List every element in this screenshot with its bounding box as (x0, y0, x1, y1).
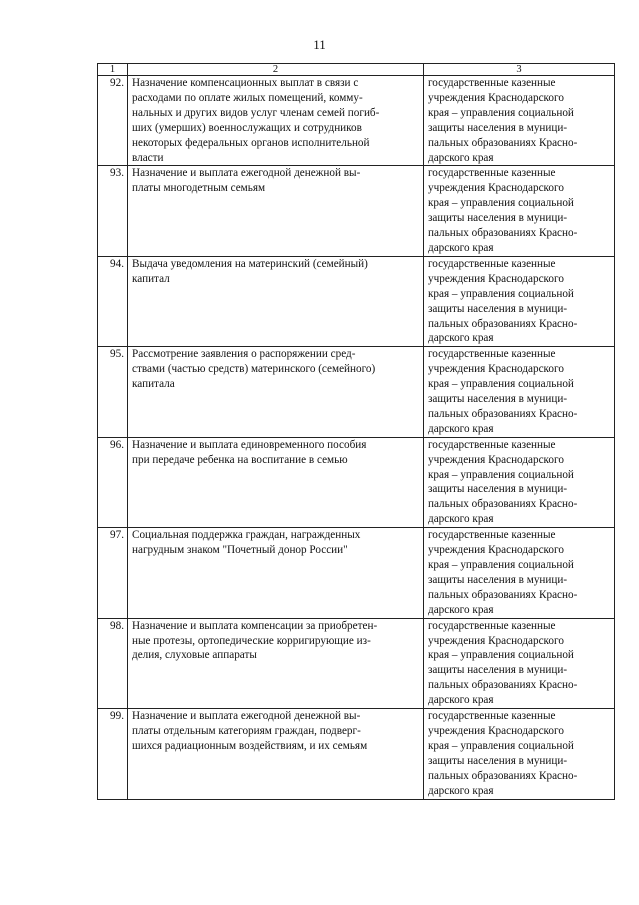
responsible-organization-line: защиты населения в муници- (428, 121, 568, 134)
service-description-line: капитал (132, 272, 170, 285)
service-description-line: ствами (частью средств) материнского (семейного) (132, 363, 376, 376)
table-row (98, 528, 615, 618)
responsible-organization-line: защиты населения в муници- (428, 664, 568, 677)
row-number: 98. (98, 618, 128, 708)
service-description (128, 76, 424, 166)
responsible-organization-line: дарского края (428, 513, 494, 526)
responsible-organization-line: защиты населения в муници- (428, 573, 568, 586)
responsible-organization-line: дарского края (428, 151, 494, 164)
service-description (128, 166, 424, 256)
column-header-2: 2 (128, 64, 424, 76)
service-description-line: власти (132, 151, 164, 164)
service-description (128, 256, 424, 346)
responsible-organization (424, 256, 615, 346)
responsible-organization-line: государственные казенные (428, 529, 556, 542)
table-row (98, 347, 615, 437)
responsible-organization-line: государственные казенные (428, 438, 556, 451)
row-number: 92. (98, 76, 128, 166)
responsible-organization-line: края – управления социальной (428, 378, 574, 391)
responsible-organization (424, 76, 615, 166)
service-description-line: Социальная поддержка граждан, награжденных (132, 529, 361, 542)
service-description-line: Назначение и выплата единовременного пособия (132, 438, 367, 451)
row-number: 93. (98, 166, 128, 256)
responsible-organization-line: учреждения Краснодарского (428, 363, 564, 376)
responsible-organization-line: пальных образованиях Красно- (428, 227, 578, 240)
responsible-organization-line: защиты населения в муници- (428, 483, 568, 496)
responsible-organization-line: пальных образованиях Красно- (428, 498, 578, 511)
responsible-organization-line: учреждения Краснодарского (428, 634, 564, 647)
table-header-row (98, 64, 615, 76)
responsible-organization-line: защиты населения в муници- (428, 393, 568, 406)
responsible-organization-line: учреждения Краснодарского (428, 453, 564, 466)
responsible-organization-line: учреждения Краснодарского (428, 91, 564, 104)
service-description-line: платы многодетным семьям (132, 182, 266, 195)
responsible-organization-line: защиты населения в муници- (428, 302, 568, 315)
table-row (98, 256, 615, 346)
service-description-line: нагрудным знаком "Почетный донор России" (132, 544, 348, 557)
responsible-organization-line: края – управления социальной (428, 739, 574, 752)
responsible-organization-line: края – управления социальной (428, 197, 574, 210)
service-description (128, 437, 424, 527)
responsible-organization-line: дарского края (428, 241, 494, 254)
service-description-line: нальных и других видов услуг членам семей погиб- (132, 106, 380, 119)
service-description-line: Выдача уведомления на материнский (семейный) (132, 257, 368, 270)
responsible-organization (424, 709, 615, 799)
service-description (128, 347, 424, 437)
services-table (97, 63, 615, 800)
row-number: 94. (98, 256, 128, 346)
responsible-organization-line: государственные казенные (428, 257, 556, 270)
responsible-organization-line: пальных образованиях Красно- (428, 679, 578, 692)
responsible-organization-line: пальных образованиях Красно- (428, 407, 578, 420)
service-description-line: некоторых федеральных органов исполнительной (132, 136, 370, 149)
responsible-organization-line: государственные казенные (428, 77, 556, 89)
service-description (128, 528, 424, 618)
responsible-organization-line: государственные казенные (428, 348, 556, 361)
responsible-organization-line: учреждения Краснодарского (428, 182, 564, 195)
service-description-line: Назначение и выплата ежегодной денежной вы- (132, 167, 361, 180)
responsible-organization-line: края – управления социальной (428, 106, 574, 119)
row-number: 95. (98, 347, 128, 437)
responsible-organization (424, 166, 615, 256)
responsible-organization-line: дарского края (428, 784, 494, 797)
row-number: 96. (98, 437, 128, 527)
page-number: 11 (313, 37, 326, 52)
service-description-line: ные протезы, ортопедические корригирующие из- (132, 634, 371, 647)
service-description-line: делия, слуховые аппараты (132, 649, 257, 662)
responsible-organization-line: пальных образованиях Красно- (428, 136, 578, 149)
column-header-1: 1 (98, 64, 128, 76)
table-row (98, 618, 615, 708)
responsible-organization-line: пальных образованиях Красно- (428, 317, 578, 330)
service-description-line: при передаче ребенка на воспитание в семью (132, 453, 348, 466)
service-description-line: ших (умерших) военнослужащих и сотрудников (132, 121, 362, 134)
responsible-organization-line: края – управления социальной (428, 287, 574, 300)
responsible-organization-line: пальных образованиях Красно- (428, 769, 578, 782)
responsible-organization-line: защиты населения в муници- (428, 212, 568, 225)
responsible-organization-line: края – управления социальной (428, 468, 574, 481)
service-description-line: шихся радиационным воздействиям, и их семьям (132, 739, 368, 752)
responsible-organization (424, 618, 615, 708)
service-description-line: Назначение и выплата ежегодной денежной вы- (132, 710, 361, 723)
responsible-organization-line: дарского края (428, 603, 494, 616)
responsible-organization-line: учреждения Краснодарского (428, 272, 564, 285)
responsible-organization-line: государственные казенные (428, 167, 556, 180)
responsible-organization-line: дарского края (428, 694, 494, 707)
responsible-organization-line: учреждения Краснодарского (428, 544, 564, 557)
service-description-line: Назначение и выплата компенсации за приобретен- (132, 619, 378, 632)
service-description (128, 618, 424, 708)
row-number: 97. (98, 528, 128, 618)
table-row (98, 166, 615, 256)
service-description-line: Рассмотрение заявления о распоряжении сред- (132, 348, 356, 361)
table-row (98, 709, 615, 799)
responsible-organization (424, 528, 615, 618)
responsible-organization (424, 347, 615, 437)
responsible-organization-line: защиты населения в муници- (428, 754, 568, 767)
responsible-organization-line: учреждения Краснодарского (428, 724, 564, 737)
responsible-organization-line: дарского края (428, 422, 494, 435)
row-number: 99. (98, 709, 128, 799)
responsible-organization-line: государственные казенные (428, 619, 556, 632)
table-row (98, 76, 615, 166)
table-body (98, 76, 615, 800)
service-description (128, 709, 424, 799)
service-description-line: Назначение компенсационных выплат в связи с (132, 77, 359, 89)
responsible-organization-line: дарского края (428, 332, 494, 345)
service-description-line: платы отдельным категориям граждан, подверг- (132, 724, 361, 737)
column-header-3: 3 (424, 64, 615, 76)
responsible-organization-line: края – управления социальной (428, 649, 574, 662)
responsible-organization (424, 437, 615, 527)
responsible-organization-line: государственные казенные (428, 710, 556, 723)
table-row (98, 437, 615, 527)
responsible-organization-line: края – управления социальной (428, 559, 574, 571)
service-description-line: капитала (132, 378, 175, 391)
responsible-organization-line: пальных образованиях Красно- (428, 588, 578, 601)
service-description-line: расходами по оплате жилых помещений, комму- (132, 91, 363, 104)
